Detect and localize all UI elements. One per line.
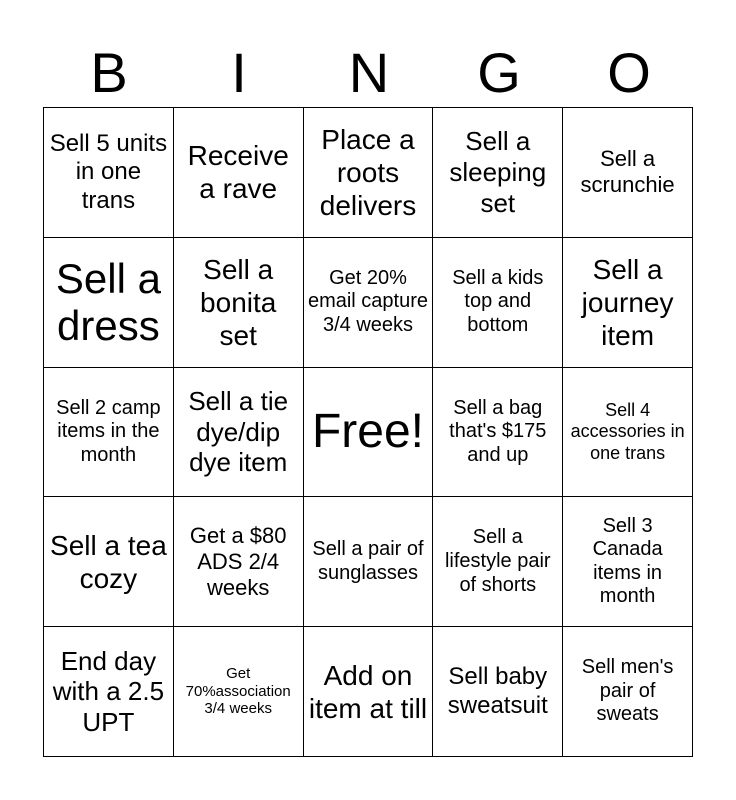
bingo-cell[interactable]: Get 70%association 3/4 weeks bbox=[174, 627, 304, 757]
bingo-cell[interactable]: End day with a 2.5 UPT bbox=[44, 627, 174, 757]
bingo-cell[interactable]: Sell a bonita set bbox=[174, 238, 304, 368]
bingo-cell[interactable]: Sell 5 units in one trans bbox=[44, 108, 174, 238]
bingo-cell[interactable]: Sell a sleeping set bbox=[433, 108, 563, 238]
bingo-cell[interactable]: Sell men's pair of sweats bbox=[563, 627, 693, 757]
bingo-cell[interactable]: Get 20% email capture 3/4 weeks bbox=[304, 238, 434, 368]
header-letter-g: G bbox=[477, 41, 521, 104]
bingo-cell[interactable]: Get a $80 ADS 2/4 weeks bbox=[174, 497, 304, 627]
bingo-cell[interactable]: Sell 2 camp items in the month bbox=[44, 368, 174, 498]
bingo-cell[interactable]: Sell a kids top and bottom bbox=[433, 238, 563, 368]
bingo-cell[interactable]: Sell baby sweatsuit bbox=[433, 627, 563, 757]
header-letter-i: I bbox=[231, 41, 247, 104]
bingo-cell[interactable]: Sell a tie dye/dip dye item bbox=[174, 368, 304, 498]
bingo-cell[interactable]: Add on item at till bbox=[304, 627, 434, 757]
bingo-cell[interactable]: Sell 4 accessories in one trans bbox=[563, 368, 693, 498]
header-letter-o: O bbox=[607, 41, 651, 104]
free-space[interactable]: Free! bbox=[304, 368, 434, 498]
bingo-cell[interactable]: Sell a tea cozy bbox=[44, 497, 174, 627]
bingo-cell[interactable]: Sell a journey item bbox=[563, 238, 693, 368]
bingo-cell[interactable]: Sell a bag that's $175 and up bbox=[433, 368, 563, 498]
header-letter-b: B bbox=[90, 41, 128, 104]
bingo-cell[interactable]: Sell a dress bbox=[44, 238, 174, 368]
bingo-cell[interactable]: Place a roots delivers bbox=[304, 108, 434, 238]
header-letter-n: N bbox=[348, 41, 390, 104]
bingo-cell[interactable]: Sell a lifestyle pair of shorts bbox=[433, 497, 563, 627]
bingo-grid bbox=[43, 107, 693, 757]
bingo-cell[interactable]: Receive a rave bbox=[174, 108, 304, 238]
bingo-cell[interactable]: Sell a scrunchie bbox=[563, 108, 693, 238]
bingo-header bbox=[44, 40, 694, 106]
bingo-cell[interactable]: Sell 3 Canada items in month bbox=[563, 497, 693, 627]
bingo-cell[interactable]: Sell a pair of sunglasses bbox=[304, 497, 434, 627]
